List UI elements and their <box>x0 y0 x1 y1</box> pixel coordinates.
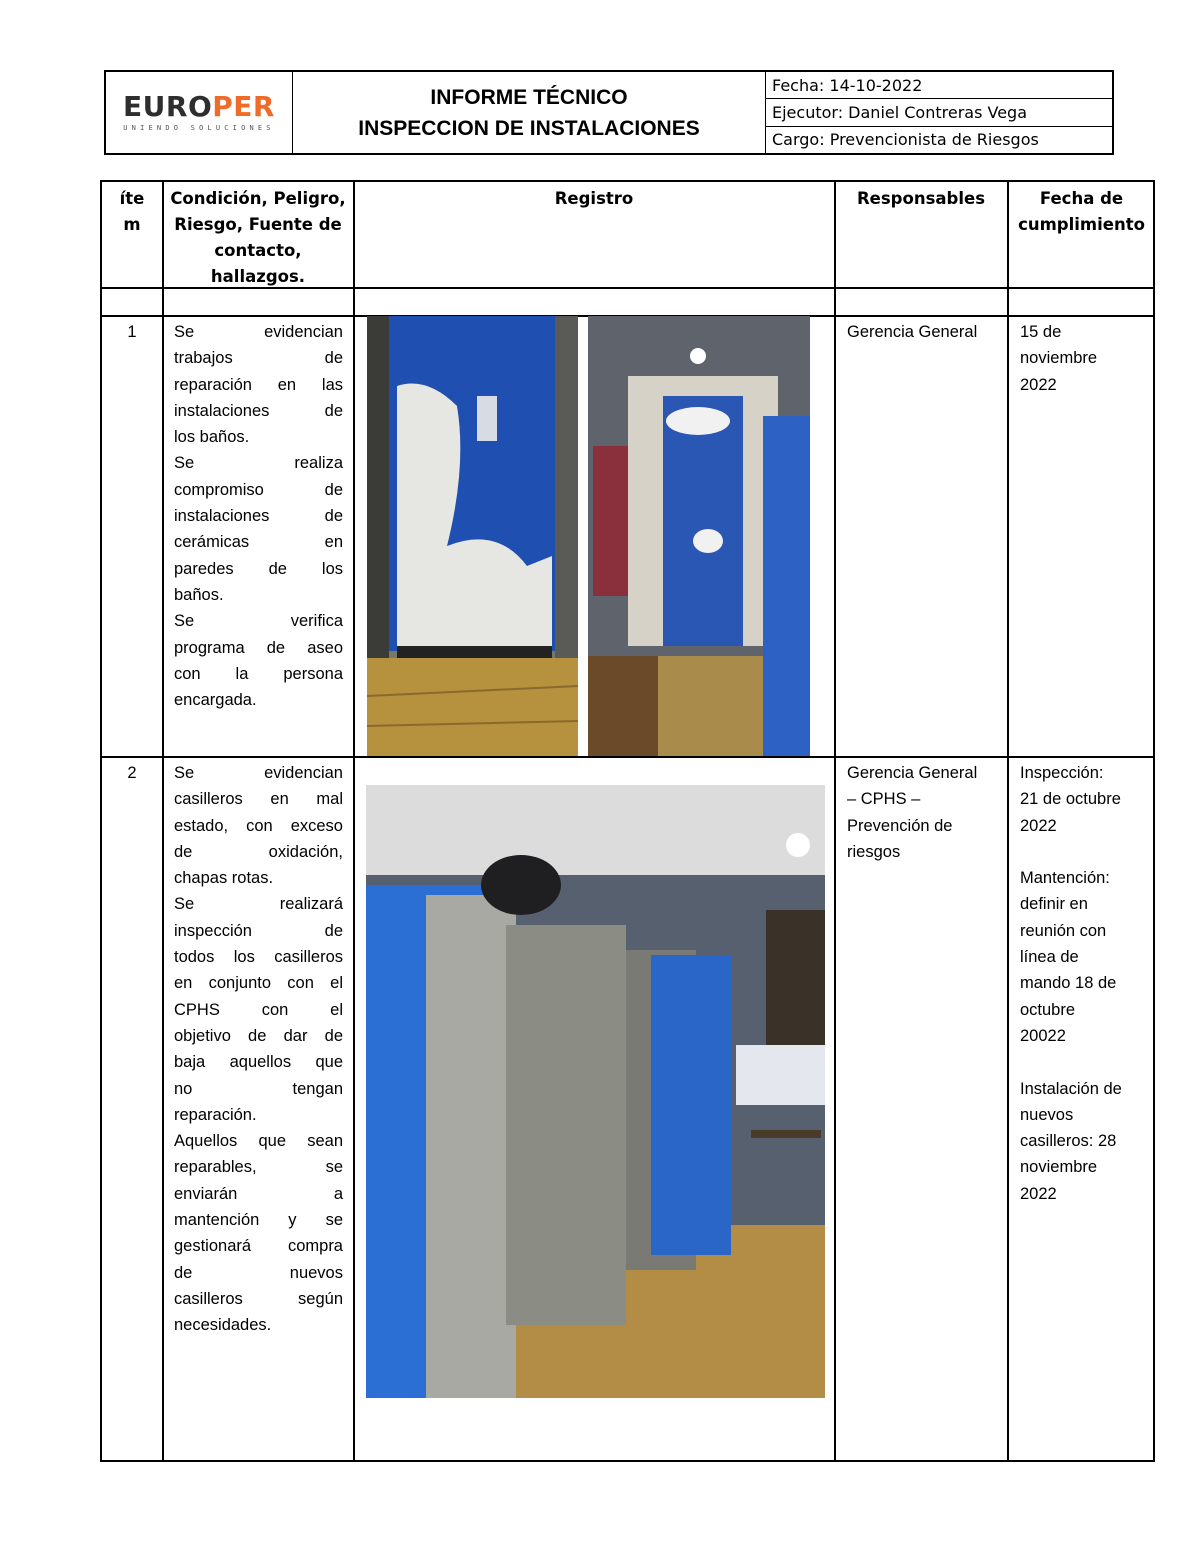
cell-text-line: Mantención: <box>1020 869 1110 888</box>
col-header-registro: Registro <box>554 189 634 208</box>
cell-text-line: Aquellos que sean <box>174 1132 343 1151</box>
cell-text-line: objetivo de dar de <box>174 1026 343 1045</box>
cell-text-line: Prevención de <box>847 816 953 835</box>
cell-text-line <box>1020 1049 1155 1075</box>
cell-text-line: gestionará compra <box>174 1237 343 1256</box>
cell-text-line: Se evidencian <box>174 764 343 782</box>
cell-text-line: casilleros según <box>174 1289 343 1308</box>
row2-description <box>174 760 343 1339</box>
col-header-condition-line: contacto, <box>214 241 302 260</box>
photo-bathroom-wall-icon <box>367 316 578 756</box>
cell-text-line: reunión con <box>1020 921 1107 940</box>
col-header-item-line: íte <box>119 189 145 208</box>
report-role: Cargo: Prevencionista de Riesgos <box>766 126 1112 153</box>
cell-text-line: reparables, se <box>174 1158 343 1177</box>
cell-text-line: Instalación de <box>1020 1079 1122 1098</box>
cell-text-line: – CPHS – <box>847 790 921 809</box>
cell-text-line: baja aquellos que <box>174 1053 343 1072</box>
report-date: Fecha: 14-10-2022 <box>772 75 923 95</box>
cell-text-line: noviembre <box>1020 349 1098 368</box>
report-title-line2: INSPECCION DE INSTALACIONES <box>358 116 700 140</box>
report-meta <box>766 72 1112 153</box>
cell-text-line: inspección de <box>174 921 343 940</box>
cell-text-line: Inspección: <box>1020 764 1104 782</box>
report-header <box>104 70 1114 155</box>
row1-fecha <box>1020 319 1155 398</box>
cell-text-line: enviarán a <box>174 1184 343 1203</box>
cell-text-line: compromiso de <box>174 480 343 499</box>
cell-text-line: programa de aseo <box>174 638 343 657</box>
cell-text-line: Se realiza <box>174 454 343 473</box>
logo-brand-b: PER <box>212 90 275 123</box>
logo-tagline: UNIENDO SOLUCIONES <box>123 124 275 132</box>
photo-locker-room-icon <box>366 785 825 1398</box>
cell-text-line: casilleros en mal <box>174 790 343 809</box>
cell-text-line: riesgos <box>847 842 901 861</box>
cell-text-line: mando 18 de <box>1020 974 1117 993</box>
col-header-item-line: m <box>123 215 141 234</box>
cell-text-line: 2022 <box>1020 375 1057 394</box>
report-title-line1: INFORME TÉCNICO <box>430 85 628 109</box>
cell-text-line: mantención y se <box>174 1211 343 1230</box>
cell-text-line: necesidades. <box>174 1316 272 1335</box>
cell-text-line: casilleros: 28 <box>1020 1132 1117 1151</box>
cell-text-line: Gerencia General <box>847 764 978 782</box>
cell-text-line: octubre <box>1020 1000 1076 1019</box>
cell-text-line: chapas rotas. <box>174 869 274 888</box>
cell-text-line: instalaciones de <box>174 507 343 526</box>
col-header-condition-line: Riesgo, Fuente de <box>174 215 342 234</box>
photo-bathroom-lockers-icon <box>588 316 810 756</box>
col-header-fecha-line: Fecha de <box>1039 189 1124 208</box>
report-executor: Ejecutor: Daniel Contreras Vega <box>766 98 1112 125</box>
cell-text-line: no tengan <box>174 1079 343 1098</box>
cell-text-line: todos los casilleros <box>174 948 343 967</box>
cell-text-line: instalaciones de <box>174 401 343 420</box>
cell-text-line: los baños. <box>174 428 250 447</box>
col-divider <box>1007 182 1009 1460</box>
col-header-responsables: Responsables <box>856 189 986 208</box>
row1-item-number: 1 <box>127 323 137 341</box>
cell-text-line: de oxidación, <box>174 842 343 861</box>
cell-text-line: paredes de los <box>174 559 343 578</box>
cell-text-line: Se realizará <box>174 895 343 914</box>
cell-text-line: cerámicas en <box>174 533 343 552</box>
logo-wordmark <box>123 90 275 123</box>
cell-text-line: reparación. <box>174 1105 257 1124</box>
report-title <box>293 72 766 153</box>
cell-text-line: definir en <box>1020 895 1088 914</box>
company-logo <box>106 72 293 153</box>
col-header-condition <box>163 186 353 290</box>
row2-fecha <box>1020 760 1155 1207</box>
cell-text-line: estado, con exceso <box>174 816 343 835</box>
col-header-condition-line: Condición, Peligro, <box>170 189 346 208</box>
cell-text-line: 20022 <box>1020 1026 1066 1045</box>
row1-description <box>174 319 343 713</box>
cell-text-line: CPHS con el <box>174 1000 343 1019</box>
logo-brand-a: EURO <box>123 90 213 123</box>
cell-text-line: 2022 <box>1020 816 1057 835</box>
cell-text-line: 2022 <box>1020 1184 1057 1203</box>
cell-text-line: Se evidencian <box>174 323 343 341</box>
cell-text-line: con la persona <box>174 664 343 683</box>
row2-responsables <box>847 760 1007 865</box>
cell-text-line: de nuevos <box>174 1263 343 1282</box>
cell-text-line: 21 de octubre <box>1020 790 1121 809</box>
cell-text-line <box>1020 839 1155 865</box>
cell-text-line: encargada. <box>174 691 257 710</box>
cell-text-line: noviembre <box>1020 1158 1098 1177</box>
col-header-fecha <box>1008 186 1155 238</box>
row2-item-number: 2 <box>127 764 137 782</box>
col-header-fecha-line: cumplimiento <box>1018 215 1145 234</box>
col-divider <box>162 182 164 1460</box>
cell-text-line: línea de <box>1020 948 1079 967</box>
col-header-item <box>102 186 162 238</box>
cell-text-line: reparación en las <box>174 375 343 394</box>
cell-text-line: nuevos <box>1020 1105 1074 1124</box>
inspection-table <box>100 180 1155 1462</box>
cell-text-line: trabajos de <box>174 349 343 368</box>
cell-text-line: 15 de <box>1020 323 1062 341</box>
col-divider <box>353 182 355 1460</box>
cell-text-line: baños. <box>174 585 224 604</box>
col-header-condition-line: hallazgos. <box>210 267 306 286</box>
col-divider <box>834 182 836 1460</box>
cell-text-line: en conjunto con el <box>174 974 343 993</box>
cell-text-line: Gerencia General <box>847 323 978 341</box>
row1-responsables <box>847 319 1007 345</box>
row-divider <box>102 756 1153 758</box>
cell-text-line: Se verifica <box>174 612 343 631</box>
